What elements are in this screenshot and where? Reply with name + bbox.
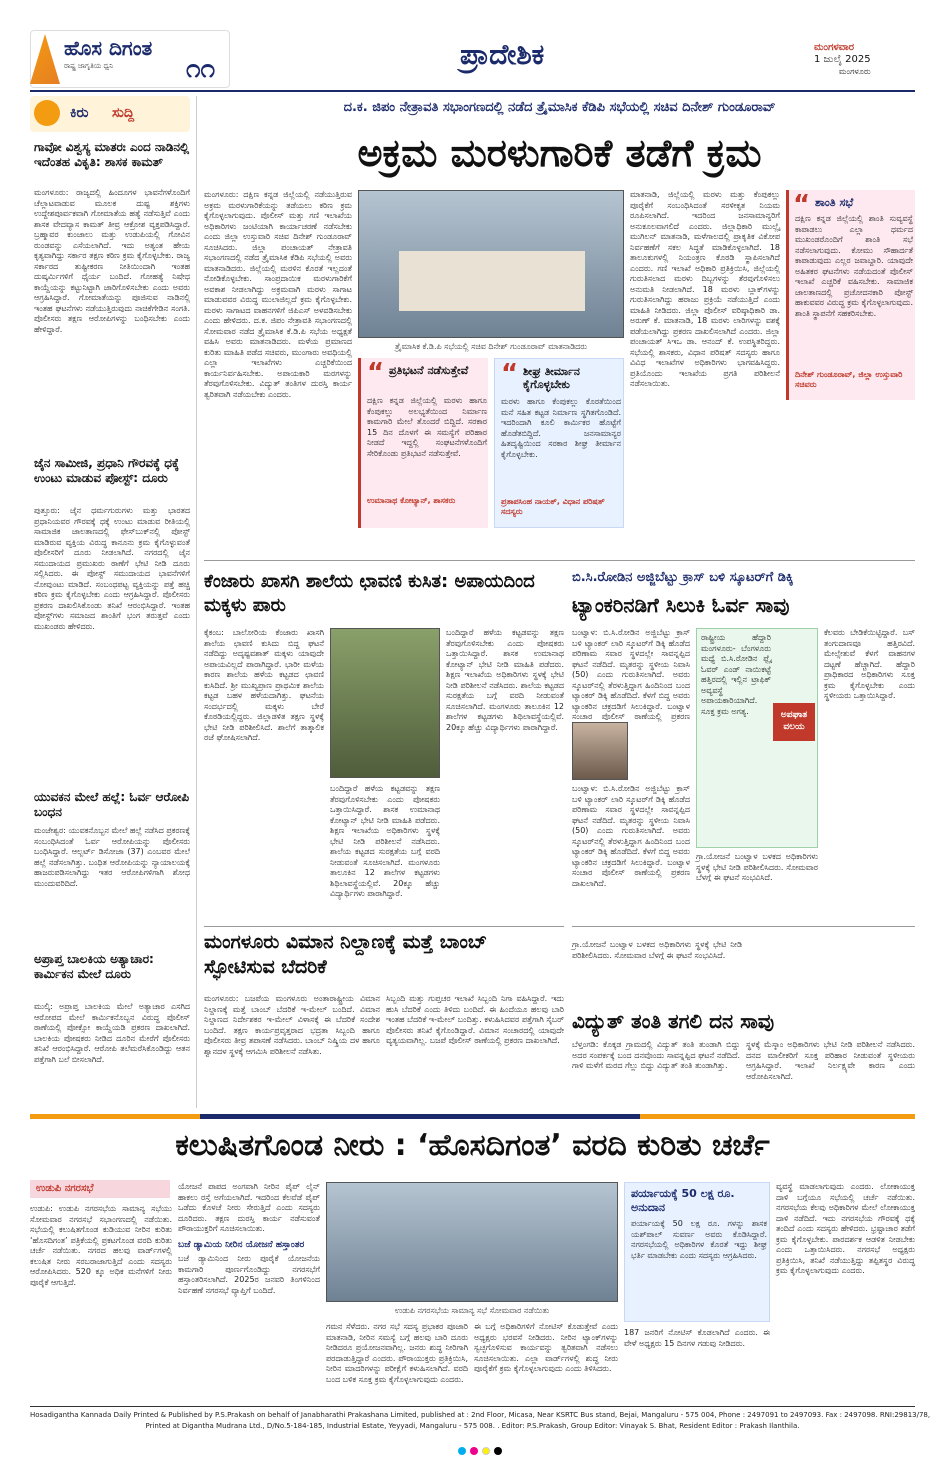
brand-tagline: ರಾಷ್ಟ್ರ ಜಾಗೃತಿಯ ಧ್ವನಿ [64, 62, 114, 70]
scooter-kicker: ಬಿ.ಸಿ.ರೋಡಿನ ಅಜ್ಜಿಬೆಟ್ಟು ಕ್ರಾಸ್ ಬಳಿ ಸ್ಕೂಟರ್‌ಗೆ ಡಿಕ್ಕಿ [572, 570, 794, 585]
meeting-table-shape [399, 251, 585, 311]
current-col-1: ಬೆಳ್ತಂಗಡಿ: ಕೊಕ್ಕಡ ಗ್ರಾಮದಲ್ಲಿ ವಿದ್ಯುತ್ ತಂತಿ ತುಂಡಾಗಿ ಬಿದ್ದು ಅದರ ಸಂಪರ್ಕಕ್ಕೆ ಬಂದ ದನವೊಂದು ಸಾವನ್ನಪ್ಪಿದ ಘಟನೆ ನಡೆದಿದೆ. ಗಾಳಿ ಮಳೆಗೆ ಮರದ ಗೆಲ್ಲು ಬಿದ್ದು ವಿದ್ಯುತ್ ತಂತಿ ತುಂಡಾಗಿತ್ತು. [572, 1040, 740, 1070]
footer-rule [30, 1406, 915, 1407]
brief-title-1: ಗಾವೋ ವಿಶ್ವಸ್ಯ ಮಾತರಃ ಎಂದ ನಾಡಿನಲ್ಲಿ ಇದೆಂತಹ ವಿಕೃತಿ: ಶಾಸಕ ಕಾಮತ್ [34, 140, 190, 169]
section-title: ಪ್ರಾದೇಶಿಕ [460, 38, 545, 71]
day-label: ಮಂಗಳವಾರ [814, 42, 855, 53]
scooter-col-1: ಬಂಟ್ವಾಳ: ಬಿ.ಸಿ.ರೋಡಿನ ಅಜ್ಜಿಬೆಟ್ಟು ಕ್ರಾಸ್ ಬಳಿ ಟ್ಯಾಂಕರ್ ಲಾರಿ ಸ್ಕೂಟರ್‌ಗೆ ಡಿಕ್ಕಿ ಹೊಡೆದ ಪರಿಣಾಮ ಸವಾರ ಸ್ಥಳದಲ್ಲೇ ಸಾವನ್ನಪ್ಪಿದ ಘಟನೆ ನಡೆದಿದೆ. ಮೃತರನ್ನು ಸ್ಥಳೀಯ ನಿವಾಸಿ (50) ಎಂದು ಗುರುತಿಸಲಾಗಿದೆ. ಅವರು ಸ್ಕೂಟರ್‌ನಲ್ಲಿ ತೆರಳುತ್ತಿದ್ದಾಗ ಹಿಂದಿನಿಂದ ಬಂದ ಟ್ಯಾಂಕರ್ ಡಿಕ್ಕಿ ಹೊಡೆದಿದೆ. ಕೆಳಗೆ ಬಿದ್ದ ಅವರು ಟ್ಯಾಂಕರಿನ ಚಕ್ರದಡಿಗೆ ಸಿಲುಕಿದ್ದಾರೆ. ಬಂಟ್ವಾಳ ಸಂಚಾರ ಪೊಲೀಸ್ ಠಾಣೆಯಲ್ಲಿ ಪ್ರಕರಣ [572, 628, 690, 721]
protest-byline: ಉಮಾನಾಥ ಕೋಟ್ಯಾನ್, ಶಾಸಕರು [367, 496, 456, 505]
water-col-5: ಈ ಬಗ್ಗೆ ಅಧಿಕಾರಿಗಳಿಗೆ ನೋಟಿಸ್ ಕೊಡುತ್ತೇವೆ ಎಂದು ಅಧ್ಯಕ್ಷರು ಭರವಸೆ ನೀಡಿದರು. ನೀರಿನ ಟ್ಯಾಂಕ್‌ಗಳನ್ನು ಸ್ವಚ್ಛಗೊಳಿಸುವ ಕಾರ್ಯವನ್ನು ತ್ವರಿತವಾಗಿ ನಡೆಸಲು ಸೂಚಿಸಲಾಯಿತು. ಎಲ್ಲಾ ವಾರ್ಡ್‌ಗಳಲ್ಲಿ ಶುದ್ಧ ನೀರು ಪೂರೈಕೆಗೆ ಕ್ರಮ ಕೈಗೊಳ್ಳಲಾಗುವುದು ಎಂದು ತಿಳಿಸಿದರು. [474, 1322, 618, 1373]
fund-box [624, 1182, 770, 1322]
fund-title: ಪರ್ಯಾಯಕ್ಕೆ 50 ಲಕ್ಷ ರೂ. ಅನುದಾನ [631, 1187, 735, 1214]
section-rule [204, 926, 564, 927]
udupi-meeting-photo [326, 1182, 618, 1302]
victim-photo [572, 722, 628, 780]
water-col-3: ಬಜೆ ಡ್ಯಾಮಿನಿಂದ ನೀರು ಪೂರೈಕೆ ಯೋಜನೆಯ ಕಾಮಗಾರಿ ಪೂರ್ಣಗೊಂಡಿದ್ದು ನಗರಸಭೆಗೆ ಹಸ್ತಾಂತರಿಸಲಾಗಿದೆ. 2025ರ ಜನವರಿ ತಿಂಗಳಿನಿಂದ ನಿರ್ವಹಣೆ ನಗರಸಭೆ ವ್ಯಾಪ್ತಿಗೆ ಬಂದಿದೆ. [178, 1254, 320, 1295]
school-collapse-photo [330, 628, 440, 778]
megaphone-icon [34, 100, 60, 126]
scooter-headline: ಟ್ಯಾಂಕರಿನಡಿಗೆ ಸಿಲುಕಿ ಓರ್ವ ಸಾವು [572, 593, 790, 617]
brand-title: ಹೊಸ ದಿಗಂತ [64, 36, 153, 60]
protest-title: ಪ್ರತಿಭಟನೆ ನಡೆಸುತ್ತೇವೆ [389, 364, 469, 377]
kiru-label: ಕಿರು [70, 105, 89, 121]
bomb-headline: ಮಂಗಳೂರು ವಿಮಾನ ನಿಲ್ದಾಣಕ್ಕೆ ಮತ್ತೆ ಬಾಂಬ್ ಸ್ಫೋಟಿಸುವ ಬೆದರಿಕೆ [204, 931, 487, 978]
scooter-col-4: ಕೆಲವರು ಬೇಡಿಕೆಯಿಟ್ಟಿದ್ದಾರೆ. ಬಸ್ ತಂಗುದಾಣವೂ ಹತ್ತಿರವಿದೆ. ಮೇಲ್ಸೇತುವೆ ಕೆಳಗೆ ವಾಹನಗಳ ದಟ್ಟಣೆ ಹೆಚ್ಚಾಗಿದೆ. ಹೆದ್ದಾರಿ ಪ್ರಾಧಿಕಾರದ ಅಧಿಕಾರಿಗಳು ಸೂಕ್ತ ಕ್ರಮ ಕೈಗೊಳ್ಳಬೇಕು ಎಂದು ಸ್ಥಳೀಯರು ಒತ್ತಾಯಿಸಿದ್ದಾರೆ. [824, 628, 915, 700]
section-rule [204, 560, 915, 561]
danger-box-text: ರಾಷ್ಟ್ರೀಯ ಹೆದ್ದಾರಿ ಮಂಗಳೂರು- ಬೆಂಗಳೂರು ಮಧ್ಯೆ ಬಿ.ಸಿ.ರೋಡಿನ ಫ್ಲೈ ಓವರ್ ಎಂಡ್ ನಾಯಿಕಟ್ಟೆ ಹತ್ತಿರದಲ್ಲಿ ಇಲ್ಲಿನ ಟ್ರಾಫಿಕ್ ಅವ್ಯವಸ್ಥೆ ಅಪಾಯಕಾರಿಯಾಗಿದೆ. ಸೂಕ್ತ ಕ್ರಮ ಅಗತ್ಯ. [701, 633, 771, 716]
date-label: 1 ಜುಲೈ 2025 [814, 54, 871, 65]
school-col-1b: ಬಂದಿದ್ದಾರೆ ಹಳೆಯ ಕಟ್ಟಡವನ್ನು ತಕ್ಷಣ ತೆರವುಗೊಳಿಸಬೇಕು ಎಂದು ಪೋಷಕರು ಒತ್ತಾಯಿಸಿದ್ದಾರೆ. ಶಾಸಕ ಉಮಾನಾಥ ಕೋಟ್ಯಾನ್ ಭೇಟಿ ನೀಡಿ ಮಾಹಿತಿ ಪಡೆದರು. ಶಿಕ್ಷಣ ಇಲಾಖೆಯ ಅಧಿಕಾರಿಗಳು ಸ್ಥಳಕ್ಕೆ ಭೇಟಿ ನೀಡಿ ಪರಿಶೀಲನೆ ನಡೆಸಿದರು. ಶಾಲೆಯ ಕಟ್ಟಡದ ಸುರಕ್ಷತೆಯ ಬಗ್ಗೆ ವರದಿ ನೀಡುವಂತೆ ಸೂಚಿಸಲಾಗಿದೆ. ಮಂಗಳೂರು ತಾಲೂಕಿನ 12 ಶಾಲೆಗಳ ಕಟ್ಟಡಗಳು ಶಿಥಿಲಾವಸ್ಥೆಯಲ್ಲಿವೆ. 20ಕ್ಕೂ ಹೆಚ್ಚು ವಿದ್ಯಾರ್ಥಿಗಳು ಪಾರಾಗಿದ್ದಾರೆ. [330, 784, 440, 898]
scooter-col-1b: ಬಂಟ್ವಾಳ: ಬಿ.ಸಿ.ರೋಡಿನ ಅಜ್ಜಿಬೆಟ್ಟು ಕ್ರಾಸ್ ಬಳಿ ಟ್ಯಾಂಕರ್ ಲಾರಿ ಸ್ಕೂಟರ್‌ಗೆ ಡಿಕ್ಕಿ ಹೊಡೆದ ಪರಿಣಾಮ ಸವಾರ ಸ್ಥಳದಲ್ಲೇ ಸಾವನ್ನಪ್ಪಿದ ಘಟನೆ ನಡೆದಿದೆ. ಮೃತರನ್ನು ಸ್ಥಳೀಯ ನಿವಾಸಿ (50) ಎಂದು ಗುರುತಿಸಲಾಗಿದೆ. ಅವರು ಸ್ಕೂಟರ್‌ನಲ್ಲಿ ತೆರಳುತ್ತಿದ್ದಾಗ ಹಿಂದಿನಿಂದ ಬಂದ ಟ್ಯಾಂಕರ್ ಡಿಕ್ಕಿ ಹೊಡೆದಿದೆ. ಕೆಳಗೆ ಬಿದ್ದ ಅವರು ಟ್ಯಾಂಕರಿನ ಚಕ್ರದಡಿಗೆ ಸಿಲುಕಿದ್ದಾರೆ. ಬಂಟ್ವಾಳ ಸಂಚಾರ ಪೊಲೀಸ್ ಠಾಣೆಯಲ್ಲಿ ಪ್ರಕರಣ ದಾಖಲಾಗಿದೆ. [572, 784, 690, 888]
masthead-rule [30, 90, 915, 92]
page-number: ೧೧ [186, 54, 216, 84]
water-col-2: ಯೋಜನೆ ಪಾಪದ ಅಂಗವಾಗಿ ನೀರಿನ ಪೈಪ್ ಲೈನ್ ಹಾಕಲು ರಸ್ತೆ ಅಗೆಯಲಾಗಿದೆ. ಇದರಿಂದ ಕೆಲವೆಡೆ ಪೈಪ್ ಒಡೆದು ಕೊಳಚೆ ನೀರು ಸೇರುತ್ತಿದೆ ಎಂದು ಸದಸ್ಯರು ದೂರಿದರು. ತಕ್ಷಣ ದುರಸ್ತಿ ಕಾರ್ಯ ನಡೆಸುವಂತೆ ಪೌರಾಯುಕ್ತರಿಗೆ ಸೂಚಿಸಲಾಯಿತು. [178, 1182, 320, 1233]
bar-navy [200, 1114, 640, 1119]
school-headline: ಕೆಂಜಾರು ಖಾಸಗಿ ಶಾಲೆಯ ಛಾವಣಿ ಕುಸಿತ: ಅಪಾಯದಿಂದ ಮಕ್ಕಳು ಪಾರು [204, 571, 535, 616]
danger-zone-box [696, 628, 818, 848]
lead-kicker: ದ.ಕ. ಜಿಪಂ ನೇತ್ರಾವತಿ ಸಭಾಂಗಣದಲ್ಲಿ ನಡೆದ ತ್ರೈಮಾಸಿಕ ಕೆಡಿಪಿ ಸಭೆಯಲ್ಲಿ ಸಚಿವ ದಿನೇಶ್ ಗುಂಡೂರಾವ್ [343, 100, 776, 115]
shanti-body: ದಕ್ಷಿಣ ಕನ್ನಡ ಜಿಲ್ಲೆಯಲ್ಲಿ ಶಾಂತಿ ಸುವ್ಯವಸ್ಥೆ ಕಾಪಾಡಲು ಎಲ್ಲಾ ಧರ್ಮದ ಮುಖಂಡರೊಂದಿಗೆ ಶಾಂತಿ ಸಭೆ ನಡೆಸಲಾಗುವುದು. ಕೋಮು ಸೌಹಾರ್ದತೆ ಕಾಪಾಡುವುದು ಎಲ್ಲರ ಜವಾಬ್ದಾರಿ. ಯಾವುದೇ ಅಹಿತಕರ ಘಟನೆಗಳು ನಡೆಯದಂತೆ ಪೊಲೀಸ್ ಇಲಾಖೆ ಎಚ್ಚರಿಕೆ ವಹಿಸಬೇಕು. ಸಾಮಾಜಿಕ ಜಾಲತಾಣದಲ್ಲಿ ಪ್ರಚೋದನಕಾರಿ ಪೋಸ್ಟ್ ಹಾಕುವವರ ವಿರುದ್ಧ ಕ್ರಮ ಕೈಗೊಳ್ಳಲಾಗುವುದು. ಶಾಂತಿ ಸ್ಥಾಪನೆಗೆ ಸಹಕರಿಸಬೇಕು. [795, 214, 913, 318]
protest-quote-box [358, 358, 488, 528]
city-label: ಮಂಗಳೂರು [838, 67, 871, 76]
water-col-1: ಉಡುಪಿ: ಉಡುಪಿ ನಗರಸಭೆಯ ಸಾಮಾನ್ಯ ಸಭೆಯು ಸೋಮವಾರ ನಗರಸಭೆ ಸಭಾಂಗಣದಲ್ಲಿ ನಡೆಯಿತು. ಸಭೆಯಲ್ಲಿ ಕಲುಷಿತಗೊಂಡ ಕುಡಿಯುವ ನೀರಿನ ಕುರಿತು ‘ಹೊಸದಿಗಂತ’ ಪತ್ರಿಕೆಯಲ್ಲಿ ಪ್ರಕಟಗೊಂಡ ವರದಿ ಕುರಿತು ಚರ್ಚೆ ನಡೆಯಿತು. ನಗರದ ಹಲವು ವಾರ್ಡ್‌ಗಳಲ್ಲಿ ಕಲುಷಿತ ನೀರು ಸರಬರಾಜಾಗುತ್ತಿದೆ ಎಂದು ಸದಸ್ಯರು ಆರೋಪಿಸಿದರು. 520 ಕ್ಕೂ ಅಧಿಕ ಮನೆಗಳಿಗೆ ನೀರು ಪೂರೈಕೆ ಆಗುತ್ತಿದೆ. [30, 1204, 172, 1287]
school-col-1: ಕೈಕಂಬ: ಬಾಲೋರಿಯ ಕೆಂಜಾರು ಖಾಸಗಿ ಶಾಲೆಯ ಛಾವಣಿ ಕುಸಿದು ಬಿದ್ದ ಘಟನೆ ನಡೆದಿದ್ದು ಅದೃಷ್ಟವಶಾತ್ ಮಕ್ಕಳು ಯಾವುದೇ ಅಪಾಯವಿಲ್ಲದೆ ಪಾರಾಗಿದ್ದಾರೆ. ಭಾರೀ ಮಳೆಯ ಕಾರಣ ಶಾಲೆಯ ಹಳೆಯ ಕಟ್ಟಡದ ಛಾವಣಿ ಕುಸಿದಿದೆ. ಶ್ರೀ ಮುಖ್ಯಪ್ರಾಣ ಪ್ರಾಥಮಿಕ ಶಾಲೆಯ ಕಟ್ಟಡ ಬಹಳ ಹಳೆಯದಾಗಿತ್ತು. ಘಟನೆಯ ಸಂದರ್ಭದಲ್ಲಿ ಮಕ್ಕಳು ಬೇರೆ ಕೊಠಡಿಯಲ್ಲಿದ್ದರು. ಜಿಲ್ಲಾಡಳಿತ ತಕ್ಷಣ ಸ್ಥಳಕ್ಕೆ ಭೇಟಿ ನೀಡಿ ಪರಿಶೀಲಿಸಿದೆ. ಶಾಲೆಗೆ ತಾತ್ಕಾಲಿಕ ರಜೆ ಘೋಷಿಸಲಾಗಿದೆ. [204, 628, 324, 742]
footer-imprint-1: Hosadigantha Kannada Daily Printed & Published by P.S.Prakash on behalf of Janabharathi Prakashana Limited, published at : 2nd Floor, Micasa, Near KSRTC Bus stand, Bejai, Mangaluru - 575 004, Phone : 2497091 to 2497093. Fax : 2497098. RNI:29813/78, [30, 1411, 931, 1419]
water-col-7: ವ್ಯವಸ್ಥೆ ಮಾಡಲಾಗುವುದು ಎಂದರು. ಲೋಕಾಯುಕ್ತ ದಾಳಿ ಬಗ್ಗೆಯೂ ಸಭೆಯಲ್ಲಿ ಚರ್ಚೆ ನಡೆಯಿತು. ನಗರಸಭೆಯ ಕೆಲವು ಅಧಿಕಾರಿಗಳ ಮೇಲೆ ಲೋಕಾಯುಕ್ತ ದಾಳಿ ನಡೆದಿದೆ. ಇದು ನಗರಸಭೆಯ ಗೌರವಕ್ಕೆ ಧಕ್ಕೆ ತಂದಿದೆ ಎಂದು ಸದಸ್ಯರು ಹೇಳಿದರು. ಭ್ರಷ್ಟಾಚಾರ ತಡೆಗೆ ಕ್ರಮ ಕೈಗೊಳ್ಳಬೇಕು. ಪಾರದರ್ಶಕ ಆಡಳಿತ ನೀಡಬೇಕು ಎಂದು ಒತ್ತಾಯಿಸಿದರು. ನಗರಸಭೆ ಅಧ್ಯಕ್ಷರು ಪ್ರತಿಕ್ರಿಯಿಸಿ, ತನಿಖೆ ನಡೆಯುತ್ತಿದ್ದು ತಪ್ಪಿತಸ್ಥರ ವಿರುದ್ಧ ಕ್ರಮ ಕೈಗೊಳ್ಳಲಾಗುವುದು ಎಂದರು. [776, 1182, 915, 1275]
current-col-2: ಸ್ಥಳಕ್ಕೆ ಮೆಸ್ಕಾಂ ಅಧಿಕಾರಿಗಳು ಭೇಟಿ ನೀಡಿ ಪರಿಶೀಲನೆ ನಡೆಸಿದರು. ದನದ ಮಾಲೀಕರಿಗೆ ಸೂಕ್ತ ಪರಿಹಾರ ನೀಡುವಂತೆ ಸ್ಥಳೀಯರು ಆಗ್ರಹಿಸಿದ್ದಾರೆ. ಇಲಾಖೆ ನಿರ್ಲಕ್ಷ್ಯವೇ ಕಾರಣ ಎಂದು ಆರೋಪಿಸಲಾಗಿದೆ. [746, 1040, 915, 1081]
brief-body-2: ಪುತ್ತೂರು: ಜೈನ ಧರ್ಮಗುರುಗಳು ಮತ್ತು ಭಾರತದ ಪ್ರಧಾನಿಯವರ ಗೌರವಕ್ಕೆ ಧಕ್ಕೆ ಉಂಟು ಮಾಡುವ ರೀತಿಯಲ್ಲಿ ಸಾಮಾಜಿಕ ಜಾಲತಾಣದಲ್ಲಿ ಫೇಸ್‌ಬುಕ್‌ನಲ್ಲಿ ಪೋಸ್ಟ್ ಮಾಡಿರುವ ವ್ಯಕ್ತಿಯ ವಿರುದ್ಧ ಕಾನೂನು ಕ್ರಮ ಕೈಗೊಳ್ಳುವಂತೆ ಪೊಲೀಸರಿಗೆ ದೂರು ನೀಡಲಾಗಿದೆ. ನಗರದಲ್ಲಿ ಜೈನ ಸಮುದಾಯದ ಪ್ರಮುಖರು ಠಾಣೆಗೆ ಭೇಟಿ ನೀಡಿ ದೂರು ಸಲ್ಲಿಸಿದರು. ಈ ಪೋಸ್ಟ್ ಸಮುದಾಯದ ಭಾವನೆಗಳಿಗೆ ನೋವುಂಟು ಮಾಡಿದೆ. ಸಂಬಂಧಪಟ್ಟ ವ್ಯಕ್ತಿಯನ್ನು ಪತ್ತೆ ಹಚ್ಚಿ ಕಠಿಣ ಕ್ರಮ ಕೈಗೊಳ್ಳಬೇಕು ಎಂದು ಆಗ್ರಹಿಸಿದ್ದಾರೆ. ಪೊಲೀಸರು ಪ್ರಕರಣ ದಾಖಲಿಸಿಕೊಂಡು ತನಿಖೆ ಆರಂಭಿಸಿದ್ದಾರೆ. ಇಂತಹ ಪೋಸ್ಟ್‌ಗಳು ಸಮಾಜದ ಶಾಂತಿಗೆ ಭಂಗ ತರುತ್ತವೆ ಎಂದು ಮುಖಂಡರು ಹೇಳಿದರು. [34, 506, 190, 631]
shanti-byline: ದಿನೇಶ್ ಗುಂಡೂರಾವ್, ಜಿಲ್ಲಾ ಉಸ್ತುವಾರಿ ಸಚಿವರು [795, 370, 903, 389]
water-photo-caption: ಉಡುಪಿ ನಗರಸಭೆಯ ಸಾಮಾನ್ಯ ಸಭೆ ಸೋಮವಾರ ನಡೆಯಿತು [394, 1306, 550, 1315]
brief-body-1: ಮಂಗಳೂರು: ರಾಜ್ಯದಲ್ಲಿ ಹಿಂದೂಗಳ ಭಾವನೆಗಳೊಂದಿಗೆ ಚೆಲ್ಲಾಟವಾಡುವ ಮೂಲಕ ದುಷ್ಟ ಶಕ್ತಿಗಳು ಉದ್ದೇಶಪೂರ್ವಕವಾಗಿ ಗೋಮಾತೆಯ ಹತ್ಯೆ ನಡೆಸುತ್ತಿವೆ ಎಂದು ಶಾಸಕ ವೇದವ್ಯಾಸ ಕಾಮತ್ ತೀವ್ರ ಆಕ್ರೋಶ ವ್ಯಕ್ತಪಡಿಸಿದ್ದಾರೆ. ಬ್ರಹ್ಮಾವರ ಕುಂಜಾಲು ಮತ್ತು ಉಡುಪಿಯಲ್ಲಿ ಗೋವಿನ ರುಂಡವನ್ನು ಎಸೆಯಲಾಗಿದೆ. ಇದು ಅತ್ಯಂತ ಹೇಯ ಕೃತ್ಯವಾಗಿದ್ದು ಸರ್ಕಾರ ತಕ್ಷಣ ಕಠಿಣ ಕ್ರಮ ಕೈಗೊಳ್ಳಬೇಕು. ರಾಜ್ಯ ಸರ್ಕಾರದ ತುಷ್ಟೀಕರಣ ನೀತಿಯಿಂದಾಗಿ ಇಂತಹ ದುಷ್ಕರ್ಮಿಗಳಿಗೆ ಧೈರ್ಯ ಬಂದಿದೆ. ಗೋಹತ್ಯೆ ನಿಷೇಧ ಕಾಯ್ದೆಯನ್ನು ಕಟ್ಟುನಿಟ್ಟಾಗಿ ಜಾರಿಗೊಳಿಸಬೇಕು ಎಂದು ಅವರು ಆಗ್ರಹಿಸಿದ್ದಾರೆ. ಗೋಮಾತೆಯನ್ನು ಪೂಜಿಸುವ ನಾಡಿನಲ್ಲಿ ಇಂತಹ ಘಟನೆಗಳು ನಡೆಯುತ್ತಿರುವುದು ನಾಚಿಕೆಗೇಡಿನ ಸಂಗತಿ. ಪೊಲೀಸರು ತಕ್ಷಣ ಆರೋಪಿಗಳನ್ನು ಬಂಧಿಸಬೇಕು ಎಂದು ಹೇಳಿದ್ದಾರೆ. [34, 188, 190, 334]
decision-title: ಶೀಘ್ರ ತೀರ್ಮಾನ ಕೈಗೊಳ್ಳಬೇಕು [523, 365, 580, 391]
bar-orange [30, 1114, 200, 1119]
brief-title-4: ಅಪ್ರಾಪ್ತ ಬಾಲಕಿಯ ಅತ್ಯಾಚಾರ: ಕಾರ್ಮಿಕನ ಮೇಲೆ ದೂರು [34, 952, 154, 981]
bomb-col-2: ಸಿಬ್ಬಂದಿ ಮತ್ತು ಗುಪ್ತಚರ ಇಲಾಖೆ ಸಿಬ್ಬಂದಿ ನಿಗಾ ವಹಿಸಿದ್ದಾರೆ. ಇದು ಹುಸಿ ಬೆದರಿಕೆ ಎಂದು ತಿಳಿದು ಬಂದಿದೆ. ಈ ಹಿಂದೆಯೂ ಹಲವು ಬಾರಿ ಇಂತಹ ಬೆದರಿಕೆ ಇ-ಮೇಲ್ ಬಂದಿತ್ತು. ಕಳುಹಿಸಿದವರ ಪತ್ತೆಗಾಗಿ ಸೈಬರ್ ಪೊಲೀಸರು ತನಿಖೆ ಕೈಗೊಂಡಿದ್ದಾರೆ. ವಿಮಾನ ಸಂಚಾರದಲ್ಲಿ ಯಾವುದೇ ವ್ಯತ್ಯಯವಾಗಿಲ್ಲ. ಬಜಪೆ ಪೊಲೀಸ್ ಠಾಣೆಯಲ್ಲಿ ಪ್ರಕರಣ ದಾಖಲಾಗಿದೆ. [386, 994, 564, 1045]
quote-icon: “ [793, 190, 811, 220]
shanti-sabhe-box [786, 190, 915, 400]
decision-body: ಮರಳು ಹಾಗೂ ಕೆಂಪುಕಲ್ಲು ಕೊರತೆಯಿಂದ ಮನೆ ಸಹಿತ ಕಟ್ಟಡ ನಿರ್ಮಾಣ ಸ್ಥಗಿತಗೊಂಡಿದೆ. ಇದರಿಂದಾಗಿ ಕೂಲಿ ಕಾರ್ಮಿಕರ ಹೊಟ್ಟೆಗೆ ಹೊಡೆತಬಿದ್ದಿದೆ. ಜನಸಾಮಾನ್ಯರ ಹಿತದೃಷ್ಟಿಯಿಂದ ಸರಕಾರ ಶೀಘ್ರ ತೀರ್ಮಾನ ಕೈಗೊಳ್ಳಬೇಕು. [501, 397, 621, 459]
quote-icon: “ [501, 359, 519, 389]
water-col-6: 187 ಜನರಿಗೆ ನೋಟಿಸ್ ಕೊಡಲಾಗಿದೆ ಎಂದರು. ಈ ವೇಳೆ ಅಧ್ಯಕ್ಷರು 15 ದಿನಗಳ ಗಡುವು ನೀಡಿದರು. [624, 1328, 770, 1348]
suddi-label: ಸುದ್ದಿ [112, 105, 135, 121]
lead-photo-caption: ತ್ರೈಮಾಸಿಕ ಕೆ.ಡಿ.ಪಿ ಸಭೆಯಲ್ಲಿ ಸಚಿವ ದಿನೇಶ್ ಗುಂಡೂರಾವ್ ಮಾತನಾಡಿದರು [394, 342, 588, 351]
scooter-col-3: ಗ್ರಾ.ಯೋಜನೆ ಬಂಟ್ವಾಳ ಬಳಕದ ಅಧಿಕಾರಿಗಳು ಸ್ಥಳಕ್ಕೆ ಭೇಟಿ ನೀಡಿ ಪರಿಶೀಲಿಸಿದರು. ಸೋಮವಾರ ಬೆಳಗ್ಗೆ ಈ ಘಟನೆ ಸಂಭವಿಸಿದೆ. [696, 852, 818, 882]
fund-body: ಪರ್ಯಾಯಕ್ಕೆ 50 ಲಕ್ಷ ರೂ. ಗಳನ್ನು ಶಾಸಕ ಯಶ್‌ಪಾಲ್ ಸುವರ್ಣ ಅವರು ಕೊಡಿಸಿದ್ದಾರೆ. ನಗರಸಭೆಯಲ್ಲಿ ಅಧಿಕಾರಿಗಳ ಕೊರತೆ ಇದ್ದು ಶೀಘ್ರ ಭರ್ತಿ ಮಾಡಬೇಕು ಎಂದು ಸದಸ್ಯರು ಆಗ್ರಹಿಸಿದರು. [631, 1219, 767, 1260]
shanti-title: ಶಾಂತಿ ಸಭೆ [815, 196, 854, 209]
brief-title-2: ಜೈನ ಸಾಮೀಜಿ, ಪ್ರಧಾನಿ ಗೌರವಕ್ಕೆ ಧಕ್ಕೆ ಉಂಟು ಮಾಡುವ ಪೋಸ್ಟ್: ದೂರು [34, 456, 180, 485]
dateline [814, 42, 871, 78]
kiru-suddi-header [30, 96, 190, 132]
water-subhead: ಬಜೆ ಡ್ಯಾಮಿಯ ನೀರಿನ ಯೋಜನೆ ಹಸ್ತಾಂತರ [178, 1240, 305, 1250]
bomb-col-1: ಮಂಗಳೂರು: ಬಜಪೆಯ ಮಂಗಳೂರು ಅಂತಾರಾಷ್ಟ್ರೀಯ ವಿಮಾನ ನಿಲ್ದಾಣಕ್ಕೆ ಮತ್ತೆ ಬಾಂಬ್ ಬೆದರಿಕೆ ಇ-ಮೇಲ್ ಬಂದಿದೆ. ವಿಮಾನ ನಿಲ್ದಾಣದ ನಿರ್ದೇಶಕರ ಇ-ಮೇಲ್ ವಿಳಾಸಕ್ಕೆ ಈ ಬೆದರಿಕೆ ಸಂದೇಶ ಬಂದಿದೆ. ತಕ್ಷಣ ಕಾರ್ಯಪ್ರವೃತ್ತರಾದ ಭದ್ರತಾ ಸಿಬ್ಬಂದಿ ಹಾಗೂ ಪೊಲೀಸರು ತೀವ್ರ ತಪಾಸಣೆ ನಡೆಸಿದರು. ಬಾಂಬ್ ನಿಷ್ಕ್ರಿಯ ದಳ ಹಾಗೂ ಶ್ವಾನದಳ ಸ್ಥಳಕ್ಕೆ ಆಗಮಿಸಿ ಪರಿಶೀಲನೆ ನಡೆಸಿತು. [204, 994, 380, 1056]
lead-headline: ಅಕ್ರಮ ಮರಳುಗಾರಿಕೆ ತಡೆಗೆ ಕ್ರಮ [357, 131, 762, 175]
udupi-section-tag: ಉಡುಪಿ ನಗರಸಭೆ [30, 1180, 170, 1198]
print-registration-marks [420, 1440, 540, 1452]
section-rule [572, 926, 915, 927]
quote-icon: “ [367, 358, 385, 388]
brief-title-3: ಯುವಕನ ಮೇಲೆ ಹಲ್ಲೆ: ಓರ್ವ ಆರೋಪಿ ಬಂಧನ [34, 790, 190, 819]
decision-quote-box [494, 358, 624, 528]
accident-zone-tag [773, 703, 815, 741]
lead-col-2: ಮಾತನಾಡಿ, ಜಿಲ್ಲೆಯಲ್ಲಿ ಮರಳು ಮತ್ತು ಕೆಂಪುಕಲ್ಲು ಪೂರೈಕೆಗೆ ಸಂಬಂಧಿಸಿದಂತೆ ಸರಳೀಕೃತ ನಿಯಮ ರೂಪಿಸಲಾಗಿದೆ. ಇದರಿಂದ ಜನಸಾಮಾನ್ಯರಿಗೆ ಅನುಕೂಲವಾಗಲಿದೆ ಎಂದರು. ಜಿಲ್ಲಾಧಿಕಾರಿ ಮುಲ್ಲೈ ಮುಗಿಲನ್ ಮಾತನಾಡಿ, ಮಳೆಗಾಲದಲ್ಲಿ ಪ್ರಾಕೃತಿಕ ವಿಕೋಪ ನಿರ್ವಹಣೆಗೆ ಸಕಲ ಸಿದ್ಧತೆ ಮಾಡಿಕೊಳ್ಳಲಾಗಿದೆ. 18 ತಾಲೂಕುಗಳಲ್ಲಿ ನಿಯಂತ್ರಣ ಕೊಠಡಿ ಸ್ಥಾಪಿಸಲಾಗಿದೆ ಎಂದರು. ಗಣಿ ಇಲಾಖೆ ಅಧಿಕಾರಿ ಪ್ರತಿಕ್ರಿಯಿಸಿ, ಜಿಲ್ಲೆಯಲ್ಲಿ ಗುರುತಿಸಲಾದ ಮರಳು ದಿಬ್ಬಗಳನ್ನು ತೆರವುಗೊಳಿಸಲು ಅನುಮತಿ ನೀಡಲಾಗಿದೆ. 18 ಮರಳು ಬ್ಲಾಕ್‌ಗಳನ್ನು ಗುರುತಿಸಲಾಗಿದ್ದು ಹರಾಜು ಪ್ರಕ್ರಿಯೆ ನಡೆಯುತ್ತಿದೆ ಎಂದು ಮಾಹಿತಿ ನೀಡಿದರು. ಜಿಲ್ಲಾ ಪೊಲೀಸ್ ವರಿಷ್ಠಾಧಿಕಾರಿ ಡಾ. ಅರುಣ್ ಕೆ. ಮಾತನಾಡಿ, 18 ಮರಳು ಲಾರಿಗಳನ್ನು ವಶಕ್ಕೆ ಪಡೆಯಲಾಗಿದ್ದು ಪ್ರಕರಣ ದಾಖಲಿಸಲಾಗಿದೆ ಎಂದರು. ಜಿಲ್ಲಾ ಪಂಚಾಯತ್ ಸಿಇಒ ಡಾ. ಆನಂದ್ ಕೆ. ಉಪಸ್ಥಿತರಿದ್ದರು. ಸಭೆಯಲ್ಲಿ ಶಾಸಕರು, ವಿಧಾನ ಪರಿಷತ್ ಸದಸ್ಯರು ಹಾಗೂ ವಿವಿಧ ಇಲಾಖೆಗಳ ಅಧಿಕಾರಿಗಳು ಭಾಗವಹಿಸಿದ್ದರು. ಪ್ರತಿಯೊಂದು ಇಲಾಖೆಯ ಪ್ರಗತಿ ಪರಿಶೀಲನೆ ನಡೆಸಲಾಯಿತು. [630, 190, 780, 388]
column-divider [196, 96, 197, 1108]
protest-body: ದಕ್ಷಿಣ ಕನ್ನಡ ಜಿಲ್ಲೆಯಲ್ಲಿ ಮರಳು ಹಾಗೂ ಕೆಂಪುಕಲ್ಲು ಅಲಭ್ಯತೆಯಿಂದ ನಿರ್ಮಾಣ ಕಾಮಗಾರಿ ಮೇಲೆ ತೊಂದರೆ ಬಿದ್ದಿದೆ. ಸರಕಾರ 15 ದಿನ ದೊಳಗೆ ಈ ಸಮಸ್ಯೆಗೆ ಪರಿಹಾರ ನೀಡದೆ ಇದ್ದಲ್ಲಿ ಸಂಘಟನೆಗಳೊಂದಿಗೆ ಸೇರಿಕೊಂಡು ಪ್ರತಿಭಟನೆ ನಡೆಸುತ್ತೇವೆ. [367, 396, 487, 458]
current-headline: ವಿದ್ಯುತ್ ತಂತಿ ತಗಲಿ ದನ ಸಾವು [572, 1009, 775, 1033]
scooter-tail: ಗ್ರಾ.ಯೋಜನೆ ಬಂಟ್ವಾಳ ಬಳಕದ ಅಧಿಕಾರಿಗಳು ಸ್ಥಳಕ್ಕೆ ಭೇಟಿ ನೀಡಿ ಪರಿಶೀಲಿಸಿದರು. ಸೋಮವಾರ ಬೆಳಗ್ಗೆ ಈ ಘಟನೆ ಸಂಭವಿಸಿದೆ. [572, 940, 742, 960]
bar-orange-right [640, 1114, 915, 1119]
accident-tag-line1: ಅಪಘಾತ [780, 710, 808, 720]
water-headline: ಕಲುಷಿತಗೊಂಡ ನೀರು : ‘ಹೊಸದಿಗಂತ’ ವರದಿ ಕುರಿತು ಚರ್ಚೆ [175, 1128, 770, 1163]
decision-byline: ಪ್ರತಾಪಸಿಂಹ ನಾಯಕ್, ವಿಧಾನ ಪರಿಷತ್ ಸದಸ್ಯರು [501, 497, 605, 516]
accident-tag-line2: ವಲಯ [783, 722, 805, 732]
footer-imprint-2: Printed at Digantha Mudrana Ltd., D/No.5-184-185, Industrial Estate, Yeyyadi, Mangaluru - 575 008. . Editor: P.S.Prakash, Group Editor: Vinayak S. Bhat, Resident Editor : Prakash Ilanthila. [145, 1422, 800, 1430]
brief-body-3: ಮಂಜೇಶ್ವರ: ಯುವಕನೊಬ್ಬನ ಮೇಲೆ ಹಲ್ಲೆ ನಡೆಸಿದ ಪ್ರಕರಣಕ್ಕೆ ಸಂಬಂಧಿಸಿದಂತೆ ಓರ್ವ ಆರೋಪಿಯನ್ನು ಪೊಲೀಸರು ಬಂಧಿಸಿದ್ದಾರೆ. ಆಲ್ಬರ್ಟ್ ಡಿಸೋಜಾ (37) ಎಂಬವರ ಮೇಲೆ ಹಲ್ಲೆ ನಡೆಸಲಾಗಿತ್ತು. ಬಂಧಿತ ಆರೋಪಿಯನ್ನು ನ್ಯಾಯಾಲಯಕ್ಕೆ ಹಾಜರುಪಡಿಸಲಾಗಿದ್ದು ಇತರ ಆರೋಪಿಗಳಿಗಾಗಿ ಶೋಧ ಮುಂದುವರಿದಿದೆ. [34, 826, 190, 888]
water-col-4: ಗಮನ ಸೆಳೆದರು. ನಗರ ಸಭೆ ಸದಸ್ಯ ಪ್ರಭಾಕರ ಪೂಜಾರಿ ಮಾತನಾಡಿ, ನೀರಿನ ಸಮಸ್ಯೆ ಬಗ್ಗೆ ಹಲವು ಬಾರಿ ದೂರು ನೀಡಿದರೂ ಪ್ರಯೋಜನವಾಗಿಲ್ಲ. ಜನರು ಶುದ್ಧ ನೀರಿಗಾಗಿ ಪರದಾಡುತ್ತಿದ್ದಾರೆ ಎಂದರು. ಪೌರಾಯುಕ್ತರು ಪ್ರತಿಕ್ರಿಯಿಸಿ, ನೀರಿನ ಮಾದರಿಗಳನ್ನು ಪರೀಕ್ಷೆಗೆ ಕಳುಹಿಸಲಾಗಿದೆ. ವರದಿ ಬಂದ ಬಳಿಕ ಸೂಕ್ತ ಕ್ರಮ ಕೈಗೊಳ್ಳಲಾಗುವುದು ಎಂದರು. [326, 1322, 468, 1384]
school-col-2: ಬಂದಿದ್ದಾರೆ ಹಳೆಯ ಕಟ್ಟಡವನ್ನು ತಕ್ಷಣ ತೆರವುಗೊಳಿಸಬೇಕು ಎಂದು ಪೋಷಕರು ಒತ್ತಾಯಿಸಿದ್ದಾರೆ. ಶಾಸಕ ಉಮಾನಾಥ ಕೋಟ್ಯಾನ್ ಭೇಟಿ ನೀಡಿ ಮಾಹಿತಿ ಪಡೆದರು. ಶಿಕ್ಷಣ ಇಲಾಖೆಯ ಅಧಿಕಾರಿಗಳು ಸ್ಥಳಕ್ಕೆ ಭೇಟಿ ನೀಡಿ ಪರಿಶೀಲನೆ ನಡೆಸಿದರು. ಶಾಲೆಯ ಕಟ್ಟಡದ ಸುರಕ್ಷತೆಯ ಬಗ್ಗೆ ವರದಿ ನೀಡುವಂತೆ ಸೂಚಿಸಲಾಗಿದೆ. ಮಂಗಳೂರು ತಾಲೂಕಿನ 12 ಶಾಲೆಗಳ ಕಟ್ಟಡಗಳು ಶಿಥಿಲಾವಸ್ಥೆಯಲ್ಲಿವೆ. 20ಕ್ಕೂ ಹೆಚ್ಚು ವಿದ್ಯಾರ್ಥಿಗಳು ಪಾರಾಗಿದ್ದಾರೆ. [446, 628, 564, 732]
kdp-meeting-photo [358, 190, 624, 338]
lead-col-1: ಮಂಗಳೂರು: ದಕ್ಷಿಣ ಕನ್ನಡ ಜಿಲ್ಲೆಯಲ್ಲಿ ನಡೆಯುತ್ತಿರುವ ಅಕ್ರಮ ಮರಳುಗಾರಿಕೆಯನ್ನು ತಡೆಯಲು ಕಠಿಣ ಕ್ರಮ ಕೈಗೊಳ್ಳಲಾಗುವುದು. ಪೊಲೀಸ್ ಮತ್ತು ಗಣಿ ಇಲಾಖೆಯ ಅಧಿಕಾರಿಗಳು ಜಂಟಿಯಾಗಿ ಕಾರ್ಯಾಚರಣೆ ನಡೆಸಬೇಕು ಎಂದು ಜಿಲ್ಲಾ ಉಸ್ತುವಾರಿ ಸಚಿವ ದಿನೇಶ್ ಗುಂಡೂರಾವ್ ಸೂಚಿಸಿದರು. ಜಿಲ್ಲಾ ಪಂಚಾಯತ್ ನೇತ್ರಾವತಿ ಸಭಾಂಗಣದಲ್ಲಿ ನಡೆದ ತ್ರೈಮಾಸಿಕ ಕೆಡಿಪಿ ಸಭೆಯಲ್ಲಿ ಅವರು ಮಾತನಾಡಿದರು. ಜಿಲ್ಲೆಯಲ್ಲಿ ಮರಳಿನ ಕೊರತೆ ಇಲ್ಲದಂತೆ ನೋಡಿಕೊಳ್ಳಬೇಕು. ಸಾಂಪ್ರದಾಯಿಕ ಮರಳುಗಾರಿಕೆಗೆ ಅವಕಾಶ ನೀಡಲಾಗಿದ್ದು ಅಕ್ರಮವಾಗಿ ಮರಳು ಸಾಗಾಟ ಮಾಡುವವರ ವಿರುದ್ಧ ಮುಲಾಜಿಲ್ಲದೆ ಕ್ರಮ ಕೈಗೊಳ್ಳಬೇಕು. ಮರಳು ಸಾಗಾಟದ ವಾಹನಗಳಿಗೆ ಜಿಪಿಎಸ್ ಅಳವಡಿಸಬೇಕು ಎಂದು ಹೇಳಿದರು. ದ.ಕ. ಜಿಪಂ ನೇತ್ರಾವತಿ ಸಭಾಂಗಣದಲ್ಲಿ ಸೋಮವಾರ ನಡೆದ ತ್ರೈಮಾಸಿಕ ಕೆ.ಡಿ.ಪಿ ಸಭೆಯ ಅಧ್ಯಕ್ಷತೆ ವಹಿಸಿ ಅವರು ಮಾತನಾಡಿದರು. ಮಳೆಯ ಪ್ರಮಾಣದ ಕುರಿತು ಮಾಹಿತಿ ಪಡೆದ ಸಚಿವರು, ಮುಂಗಾರು ಅವಧಿಯಲ್ಲಿ ಎಲ್ಲಾ ಇಲಾಖೆಗಳು ಎಚ್ಚರಿಕೆಯಿಂದ ಕಾರ್ಯನಿರ್ವಹಿಸಬೇಕು. ಅಪಾಯಕಾರಿ ಮರಗಳನ್ನು ತೆರವುಗೊಳಿಸಬೇಕು. ವಿದ್ಯುತ್ ತಂತಿಗಳ ದುರಸ್ತಿ ಕಾರ್ಯ ತ್ವರಿತವಾಗಿ ನಡೆಯಬೇಕು ಎಂದರು. [204, 190, 352, 399]
brief-body-4: ಮುಲ್ಕಿ: ಅಪ್ರಾಪ್ತ ಬಾಲಕಿಯ ಮೇಲೆ ಅತ್ಯಾಚಾರ ಎಸಗಿದ ಆರೋಪದ ಮೇಲೆ ಕಾರ್ಮಿಕನೊಬ್ಬನ ವಿರುದ್ಧ ಪೊಲೀಸ್ ಠಾಣೆಯಲ್ಲಿ ಪೋಕ್ಸೋ ಕಾಯ್ದೆಯಡಿ ಪ್ರಕರಣ ದಾಖಲಾಗಿದೆ. ಬಾಲಕಿಯ ಪೋಷಕರು ನೀಡಿದ ದೂರಿನ ಮೇರೆಗೆ ಪೊಲೀಸರು ತನಿಖೆ ಆರಂಭಿಸಿದ್ದಾರೆ. ಆರೋಪಿ ತಲೆಮರೆಸಿಕೊಂಡಿದ್ದು ಆತನ ಪತ್ತೆಗಾಗಿ ಬಲೆ ಬೀಸಲಾಗಿದೆ. [34, 1002, 190, 1064]
